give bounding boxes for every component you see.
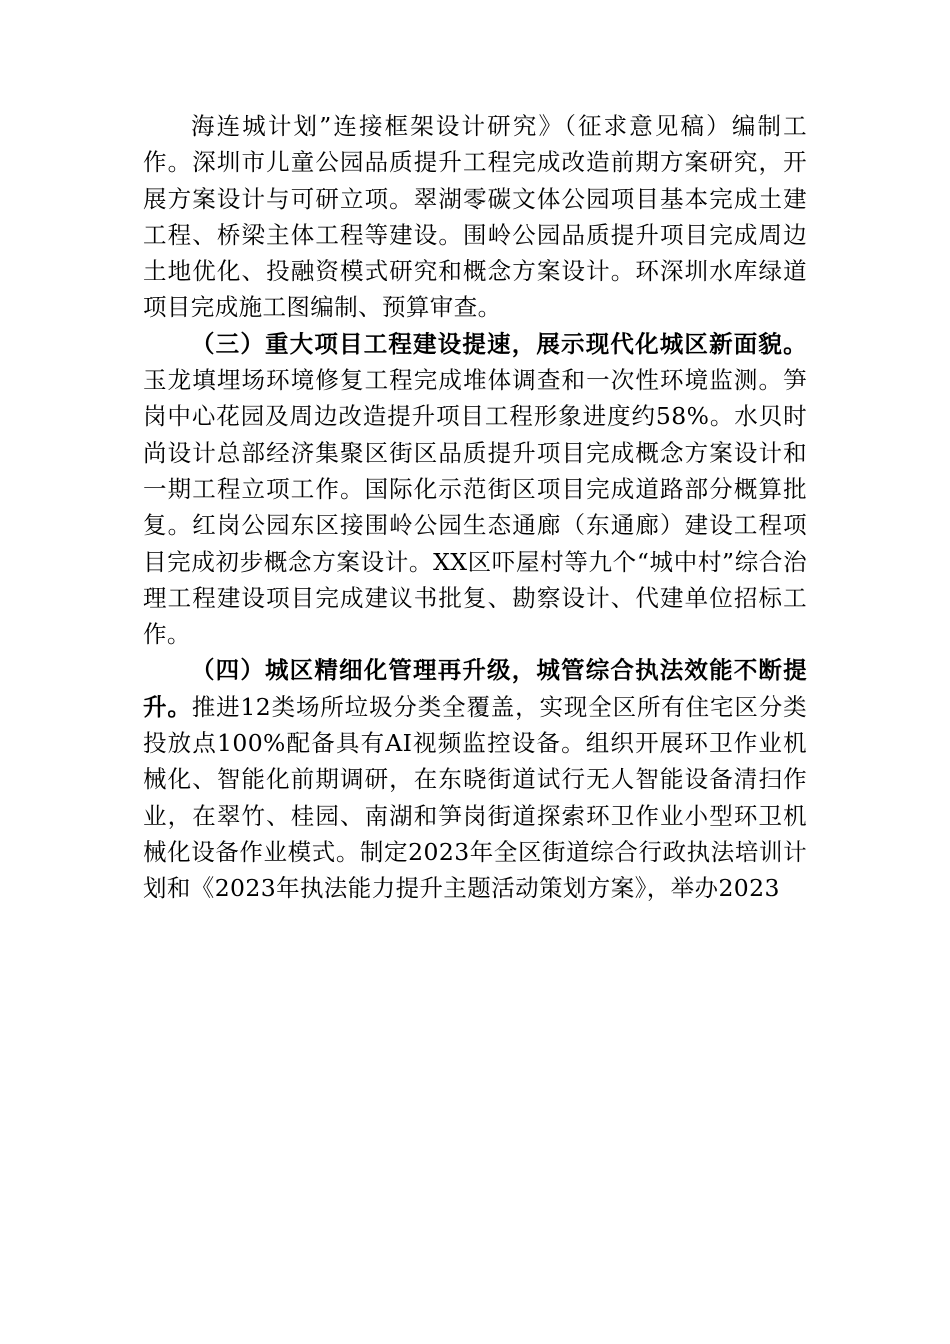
paragraph-body: 海连城计划”连接框架设计研究》（征求意见稿）编制工作。深圳市儿童公园品质提升工程完成改造前期方案研究，开展方案设计与可研立项。翠湖零碳文体公园项目基本完成土建工程、桥梁主体工程等建设。围岭公园品质提升项目完成周边土地优化、投融资模式研究和概念方案设计。环深圳水库绿道项目完成施工图编制、预算审查。: [143, 112, 807, 322]
paragraph-urban-management: [143, 652, 807, 906]
paragraph-body: 玉龙填埋场环境修复工程完成堆体调查和一次性环境监测。笋岗中心花园及周边改造提升项目工程形象进度约58%。水贝时尚设计总部经济集聚区街区品质提升项目完成概念方案设计和一期工程立项工作。国际化示范街区项目完成道路部分概算批复。红岗公园东区接围岭公园生态通廊（东通廊）建设工程项目完成初步概念方案设计。XX区吓屋村等九个“城中村”综合治理工程建设项目完成建议书批复、勘察设计、代建单位招标工作。: [143, 366, 807, 649]
document-page: [143, 108, 807, 907]
paragraph-major-projects: [143, 326, 807, 653]
section-heading-major-projects: （三）重大项目工程建设提速，展示现代化城区新面貌。: [191, 329, 807, 358]
paragraph-parks-projects: [143, 108, 807, 326]
section-heading-urban-management: （四）城区精细化管理再升级，城管综合执法效能不断提升。: [143, 656, 807, 721]
paragraph-body: 推进12类场所垃圾分类全覆盖，实现全区所有住宅区分类投放点100%配备具有AI视频监控设备。组织开展环卫作业机械化、智能化前期调研，在东晓街道试行无人智能设备清扫作业，在翠竹、桂园、南湖和笋岗街道探索环卫作业小型环卫机械化设备作业模式。制定2023年全区街道综合行政执法培训计划和《2023年执法能力提升主题活动策划方案》，举办2023: [143, 692, 807, 903]
